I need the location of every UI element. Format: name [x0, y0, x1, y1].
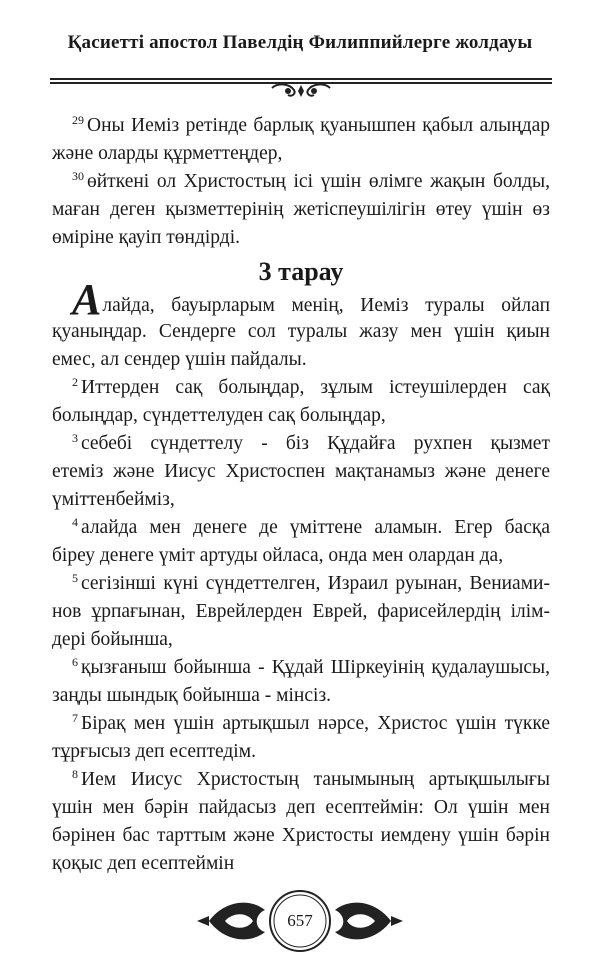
verse-number: 3 [72, 431, 78, 445]
verse-line [52, 542, 550, 570]
verse-line [52, 850, 550, 878]
verse [52, 374, 550, 430]
verse-text: қуаныңдар. Сендерге сол туралы жазу мен үшін қиын [52, 321, 550, 342]
verse-text: қоқыс деп есептеймін [52, 853, 235, 874]
verse [52, 430, 550, 514]
verse-text: лайда, бауырларым менің, Иеміз туралы ойлап [102, 295, 550, 316]
verse-text: Иттерден сақ болыңдар, зұлым істеушілерден сақ [81, 377, 550, 398]
verse [52, 168, 550, 252]
page-number: 657 [287, 911, 313, 930]
verse-number: 7 [72, 711, 78, 725]
verse-line [52, 458, 550, 486]
page-body [52, 112, 550, 878]
verse-line [52, 626, 550, 654]
verse [52, 570, 550, 654]
verse-line [52, 430, 550, 458]
verse-line [52, 140, 550, 168]
verse-line [52, 570, 550, 598]
verse-line [52, 710, 550, 738]
verse-line [52, 598, 550, 626]
verse [52, 514, 550, 570]
verse-text: дері бойынша, [52, 629, 173, 650]
verse-text: үшін мен бәрін пайдасыз деп есептеймін: Ол үшін мен [52, 797, 550, 818]
verse-number: 5 [72, 571, 78, 585]
verse-text: үміттенбейміз, [52, 489, 175, 510]
verse-line [52, 346, 550, 374]
verse-number: 30 [72, 169, 84, 183]
verse-number: 29 [72, 113, 84, 127]
verse-text: Ием Иисус Христостың танымының артықшылығы [81, 769, 550, 790]
verse-line [52, 402, 550, 430]
verse-line [52, 682, 550, 710]
verse-text: сегізінші күні сүндеттелген, Израил руынан, Вениами- [81, 573, 550, 594]
verse-number: 8 [72, 767, 78, 781]
verse-line [52, 514, 550, 542]
verse-line [52, 794, 550, 822]
verse-line [52, 822, 550, 850]
verse-line [52, 275, 550, 324]
verse-line [52, 196, 550, 224]
verse-text: емес, ал сендер үшін пайдалы. [52, 349, 307, 370]
verse-line [52, 766, 550, 794]
verse-line [52, 486, 550, 514]
drop-cap: А [72, 275, 102, 324]
verse-line [52, 318, 550, 346]
verse-line [52, 112, 550, 140]
verse [52, 710, 550, 766]
verse-text: себебі сүндеттелу - біз Құдайға рухпен қызмет [81, 433, 550, 454]
running-header: Қасиетті апостол Павелдің Филиппийлерге жолдауы [67, 32, 533, 53]
verse-line [52, 374, 550, 402]
verse-number: 6 [72, 655, 78, 669]
verse-text: болыңдар, сүндеттелуден сақ болыңдар, [52, 405, 386, 426]
verse-text: маған деген қызметтерінің жетіспеушілігін өтеу үшін өз [52, 199, 550, 220]
verse [52, 766, 550, 878]
header-rule [50, 78, 552, 80]
verse-text: біреу денеге үміт артуды ойласа, онда мен олардан да, [52, 545, 504, 566]
verse-line [52, 654, 550, 682]
verse-text: және оларды құрметтеңдер, [52, 143, 283, 164]
verse-text: заңды шындық бойынша - мінсіз. [52, 685, 332, 706]
verse-line [52, 738, 550, 766]
verse-text: өйткені ол Христостың ісі үшін өлімге жақын болды, [87, 171, 550, 192]
verse-text: Бірақ мен үшін артықшыл нәрсе, Христос үшін түкке [81, 713, 550, 734]
verse-line [52, 168, 550, 196]
verse-line [52, 224, 550, 252]
verse-text: Оны Иеміз ретінде барлық қуанышпен қабыл алыңдар [87, 115, 550, 136]
chapter-heading: 3 тарау [258, 257, 344, 286]
verse-text: етеміз және Иисус Христоспен мақтанамыз және денеге [52, 461, 550, 482]
ornament-icon [268, 82, 334, 100]
verse-number: 2 [72, 375, 78, 389]
verse-text: алайда мен денеге де үміттене аламын. Егер басқа [81, 517, 550, 538]
verse-text: өміріне қауіп төндірді. [52, 227, 241, 248]
verse-text: қызғаныш бойынша - Құдай Шіркеуінің қудалаушысы, [81, 657, 550, 678]
verse-text: нов ұрпағынан, Еврейлерден Еврей, фарисейлердің ілім- [52, 601, 550, 622]
verse-number: 4 [72, 515, 78, 529]
verse-text: бәрінен бас тарттым және Христосты иемдену үшін бәрін [52, 825, 550, 846]
verse [52, 275, 550, 374]
verse-text: тұрғысыз деп есептедім. [52, 741, 256, 762]
verse [52, 112, 550, 168]
verse [52, 654, 550, 710]
